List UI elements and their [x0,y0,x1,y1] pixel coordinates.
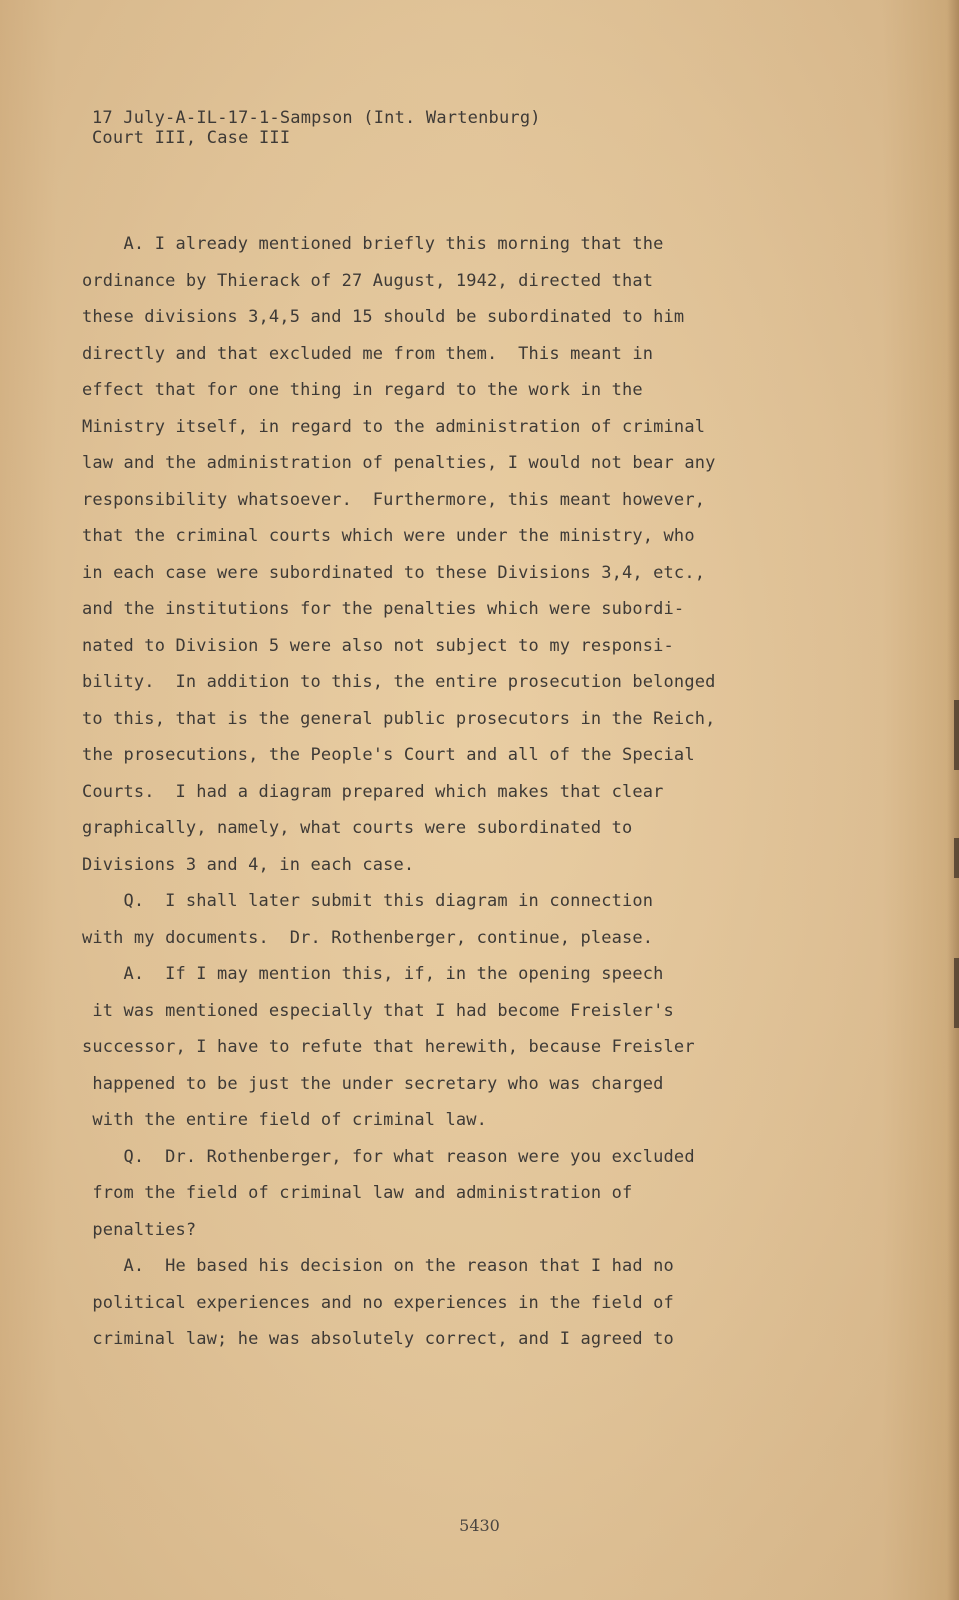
text-line: to this, that is the general public prosecutors in the Reich, [82,708,716,729]
transcript-body [82,226,902,1358]
text-line: in each case were subordinated to these Divisions 3,4, etc., [82,562,706,583]
text-line: with the entire field of criminal law. [82,1110,488,1130]
text-line: Ministry itself, in regard to the administration of criminal [82,416,706,437]
text-line: Q. I shall later submit this diagram in connection [82,891,654,911]
text-line: A. If I may mention this, if, in the opening speech [82,964,664,984]
text-line: Q. Dr. Rothenberger, for what reason were you excluded [82,1146,695,1167]
text-line: nated to Division 5 were also not subject to my responsi- [82,635,674,656]
text-line: that the criminal courts which were under the ministry, who [82,526,695,546]
text-line: directly and that excluded me from them. This meant in [82,343,654,364]
header-line-2: Court III, Case III [92,128,291,148]
edge-mark [954,700,959,770]
text-line: ordinance by Thierack of 27 August, 1942, directed that [82,270,654,291]
text-line: Courts. I had a diagram prepared which makes that clear [82,781,664,802]
text-line: the prosecutions, the People's Court and all of the Special [82,745,695,765]
text-line: with my documents. Dr. Rothenberger, continue, please. [82,927,654,948]
text-line: Divisions 3 and 4, in each case. [82,854,415,875]
page-number: 5430 [459,1516,500,1535]
text-line: criminal law; he was absolutely correct, and I agreed to [82,1329,674,1349]
text-line: successor, I have to refute that herewith, because Freisler [82,1037,695,1057]
text-line: from the field of criminal law and administration of [82,1183,633,1203]
text-line: A. I already mentioned briefly this morning that the [82,234,664,254]
edge-mark [954,838,959,878]
text-line: these divisions 3,4,5 and 15 should be subordinated to him [82,307,685,327]
text-line: effect that for one thing in regard to the work in the [82,380,643,400]
text-line: responsibility whatsoever. Furthermore, this meant however, [82,489,706,510]
text-line: penalties? [82,1219,197,1240]
edge-mark [954,958,959,1028]
text-line: bility. In addition to this, the entire prosecution belonged [82,672,716,692]
text-line: happened to be just the under secretary who was charged [82,1073,664,1094]
page-edge-shadow [947,0,959,1600]
text-line: political experiences and no experiences in the field of [82,1292,674,1313]
document-header [92,108,541,148]
text-line: A. He based his decision on the reason that I had no [82,1256,674,1276]
text-line: law and the administration of penalties, I would not bear any [82,453,716,473]
text-line: graphically, namely, what courts were subordinated to [82,818,633,838]
text-line: it was mentioned especially that I had become Freisler's [82,1000,674,1021]
header-line-1: 17 July-A-IL-17-1-Sampson (Int. Wartenburg) [92,108,541,128]
text-line: and the institutions for the penalties which were subordi- [82,599,685,619]
